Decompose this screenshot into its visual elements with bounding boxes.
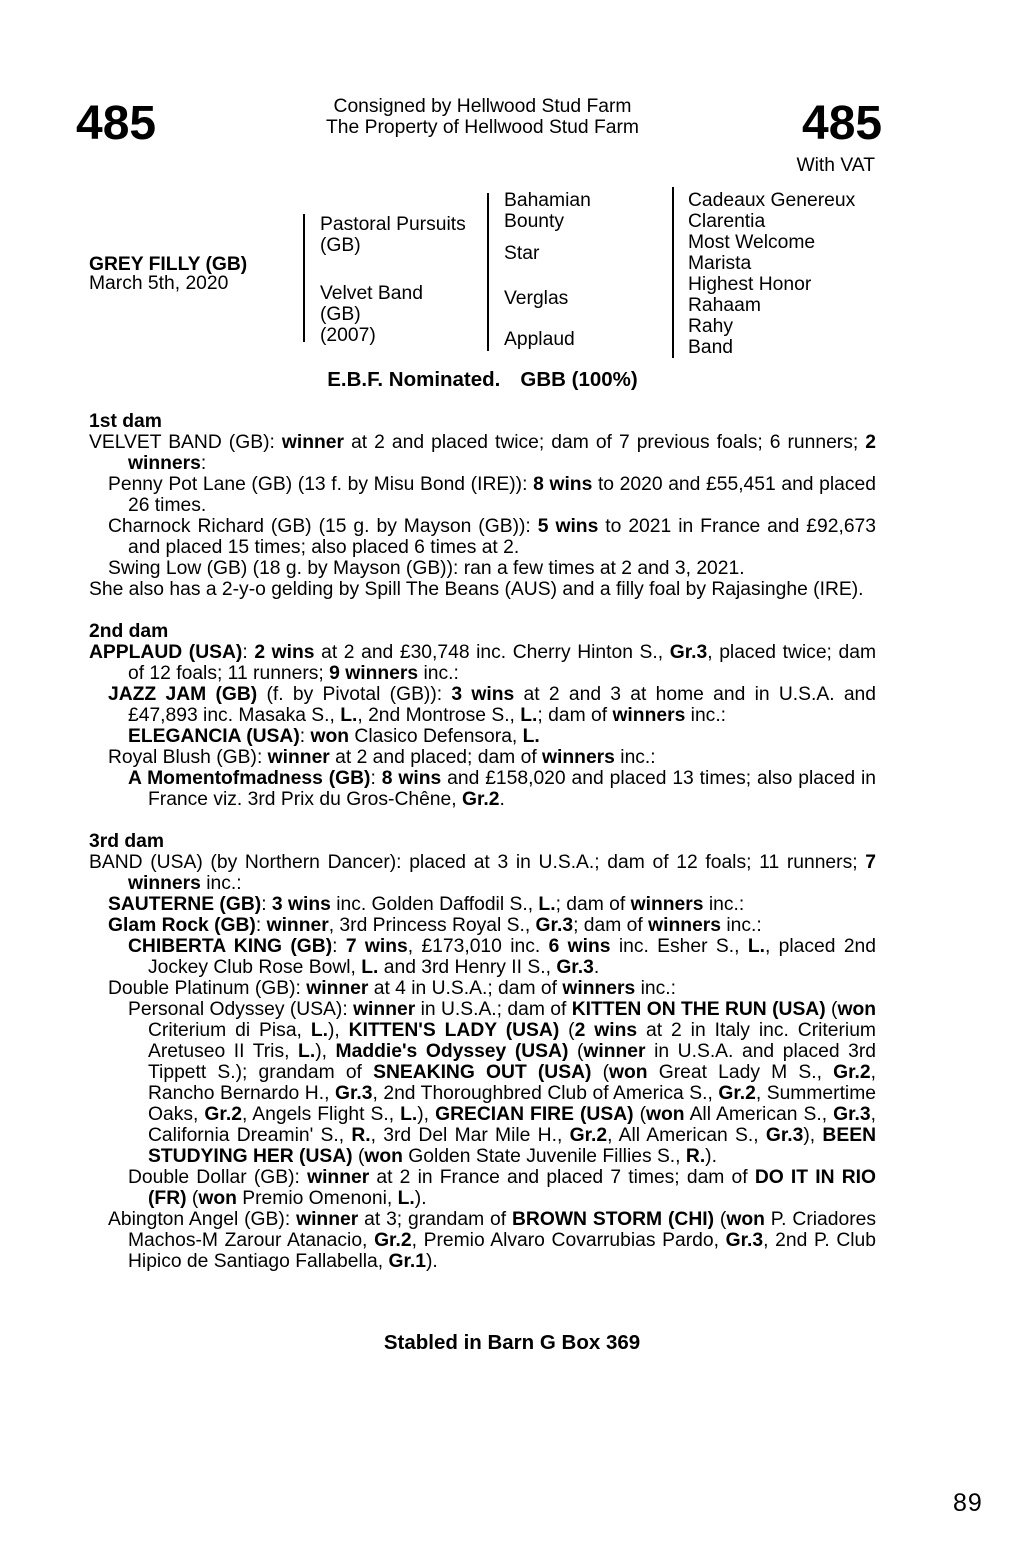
consignor-line: Consigned by Hellwood Stud Farm bbox=[333, 96, 632, 117]
dam-section-heading-3: 3rd dam bbox=[89, 831, 165, 852]
gen3-sire-of-sire-line2: Bounty bbox=[504, 211, 565, 232]
pedigree-paragraph: ELEGANCIA (USA): won Clasico Defensora, L. bbox=[128, 726, 540, 747]
gen3-sire-of-dam: Verglas bbox=[504, 288, 569, 309]
pedigree-divider-3 bbox=[672, 187, 674, 358]
pedigree-paragraph: Personal Odyssey (USA): winner in U.S.A.; dam of KITTEN ON THE RUN (USA) (won Criterium di Pisa, L.), KITTEN'S LADY (USA) (2 wins at 2 in Italy inc. Criterium Aretuseo II Tris, L.), Maddie's Odyssey (USA) (winner in U.S.A. and placed 3rd Tippett S.); grandam of SNEAKING OUT (USA) (won Great Lady M S., Gr.2, Rancho Bernardo H., Gr.3, 2nd Thoroughbred Club of America S., Gr.2, Summertime Oaks, Gr.2, Angels Flight S., L.), GRECIAN FIRE (USA) (won All American S., Gr.3, California Dreamin' S., R., 3rd Del Mar Mile H., Gr.2, All American S., Gr.3), BEEN STUDYING HER (USA) (won Golden State Juvenile Fillies S., R.). bbox=[128, 999, 877, 1167]
dam-name-line1: Velvet Band bbox=[320, 283, 423, 304]
pedigree-paragraph: VELVET BAND (GB): winner at 2 and placed twice; dam of 7 previous foals; 6 runners; 2 winners: bbox=[89, 432, 876, 474]
property-line: The Property of Hellwood Stud Farm bbox=[326, 117, 639, 138]
pedigree-paragraph: Glam Rock (GB): winner, 3rd Princess Royal S., Gr.3; dam of winners inc.: bbox=[108, 915, 762, 936]
dam-section-heading-1: 1st dam bbox=[89, 411, 162, 432]
pedigree-paragraph: A Momentofmadness (GB): 8 wins and £158,020 and placed 13 times; also placed in France viz. 3rd Prix du Gros-Chêne, Gr.2. bbox=[128, 768, 877, 810]
pedigree-paragraph: Royal Blush (GB): winner at 2 and placed; dam of winners inc.: bbox=[108, 747, 656, 768]
pedigree-paragraph: Swing Low (GB) (18 g. by Mayson (GB)): ran a few times at 2 and 3, 2021. bbox=[108, 558, 745, 579]
gen4-name-5: Highest Honor bbox=[688, 274, 812, 295]
subject-name: GREY FILLY (GB) bbox=[89, 254, 248, 275]
gen4-name-3: Most Welcome bbox=[688, 232, 816, 253]
vat-note: With VAT bbox=[796, 155, 875, 176]
gen4-name-1: Cadeaux Genereux bbox=[688, 190, 856, 211]
dam-name-line2: (GB) bbox=[320, 304, 361, 325]
pedigree-divider-1 bbox=[303, 214, 305, 342]
pedigree-paragraph: Penny Pot Lane (GB) (13 f. by Misu Bond (IRE)): 8 wins to 2020 and £55,451 and placed 26 times. bbox=[108, 474, 876, 516]
pedigree-paragraph: She also has a 2-y-o gelding by Spill The Beans (AUS) and a filly foal by Rajasinghe (IRE). bbox=[89, 579, 864, 600]
sire-name-line1: Pastoral Pursuits bbox=[320, 214, 466, 235]
pedigree-paragraph: BAND (USA) (by Northern Dancer): placed at 3 in U.S.A.; dam of 12 foals; 11 runners; 7 winners inc.: bbox=[89, 852, 876, 894]
dam-section-heading-2: 2nd dam bbox=[89, 621, 169, 642]
sire-name-line2: (GB) bbox=[320, 235, 361, 256]
page-number: 89 bbox=[953, 1489, 983, 1517]
gen4-name-6: Rahaam bbox=[688, 295, 761, 316]
gbb-label: GBB (100%) bbox=[520, 368, 638, 391]
pedigree-paragraph: Abington Angel (GB): winner at 3; grandam of BROWN STORM (CHI) (won P. Criadores Machos-M Zarour Atanacio, Gr.2, Premio Alvaro Covarrubias Pardo, Gr.3, 2nd P. Club Hipico de Santiago Fallabella, Gr.1). bbox=[108, 1209, 877, 1272]
gen3-dam-of-sire: Star bbox=[504, 243, 540, 264]
ebf-nominated-label: E.B.F. Nominated. bbox=[327, 368, 501, 391]
gen4-name-7: Rahy bbox=[688, 316, 734, 337]
subject-foaled-date: March 5th, 2020 bbox=[89, 273, 229, 294]
dam-year: (2007) bbox=[320, 325, 376, 346]
pedigree-paragraph: APPLAUD (USA): 2 wins at 2 and £30,748 inc. Cherry Hinton S., Gr.3, placed twice; dam of 12 foals; 11 runners; 9 winners inc.: bbox=[89, 642, 877, 684]
stabling-note: Stabled in Barn G Box 369 bbox=[383, 1331, 641, 1354]
lot-number-right: 485 bbox=[802, 97, 883, 150]
pedigree-paragraph: JAZZ JAM (GB) (f. by Pivotal (GB)): 3 wins at 2 and 3 at home and in U.S.A. and £47,893 inc. Masaka S., L., 2nd Montrose S., L.; dam of winners inc.: bbox=[108, 684, 877, 726]
pedigree-paragraph: SAUTERNE (GB): 3 wins inc. Golden Daffodil S., L.; dam of winners inc.: bbox=[108, 894, 745, 915]
pedigree-paragraph: CHIBERTA KING (GB): 7 wins, £173,010 inc. 6 wins inc. Esher S., L., placed 2nd Jockey Club Rose Bowl, L. and 3rd Henry II S., Gr.3. bbox=[128, 936, 876, 978]
gen4-name-2: Clarentia bbox=[688, 211, 766, 232]
catalog-text bbox=[89, 411, 876, 1272]
pedigree-paragraph: Charnock Richard (GB) (15 g. by Mayson (GB)): 5 wins to 2021 in France and £92,673 and placed 15 times; also placed 6 times at 2. bbox=[108, 516, 877, 558]
gen3-sire-of-sire-line1: Bahamian bbox=[504, 190, 591, 211]
pedigree-paragraph: Double Dollar (GB): winner at 2 in France and placed 7 times; dam of DO IT IN RIO (FR) (won Premio Omenoni, L.). bbox=[128, 1167, 877, 1209]
pedigree-table bbox=[0, 0, 1024, 380]
gen3-dam-of-dam: Applaud bbox=[504, 329, 575, 350]
pedigree-paragraph: Double Platinum (GB): winner at 4 in U.S.A.; dam of winners inc.: bbox=[108, 978, 676, 999]
gen4-name-8: Band bbox=[688, 337, 734, 358]
gen4-name-4: Marista bbox=[688, 253, 752, 274]
lot-number-left: 485 bbox=[76, 97, 157, 150]
pedigree-divider-2 bbox=[487, 193, 489, 351]
nomination-line bbox=[89, 368, 876, 392]
